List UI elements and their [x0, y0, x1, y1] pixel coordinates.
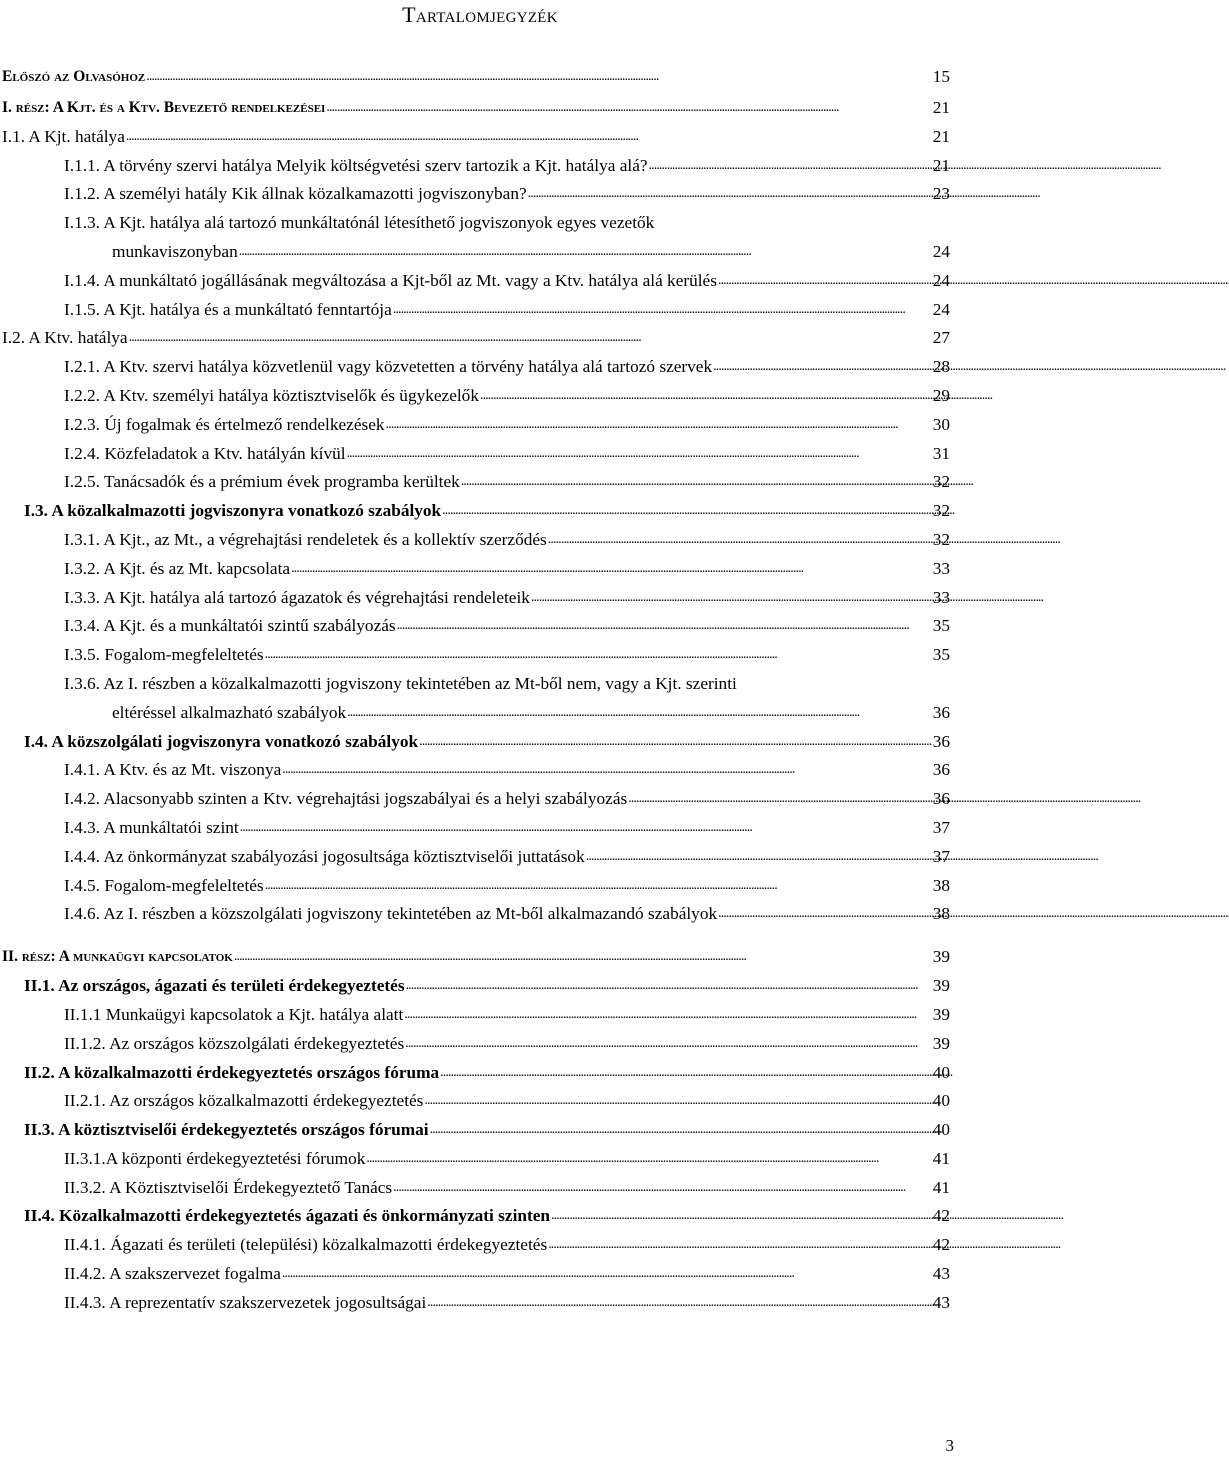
- toc-entry[interactable]: [0, 665, 960, 723]
- toc-entry-page: 32: [932, 529, 950, 549]
- dot-leader: [430, 1118, 920, 1140]
- dot-leader: [129, 326, 920, 348]
- toc-entry[interactable]: [0, 996, 960, 1025]
- toc-entry-page: 21: [932, 126, 950, 146]
- toc-entry-page: 42: [932, 1206, 950, 1226]
- toc-entry-page: 39: [932, 976, 950, 996]
- toc-entry-page: 40: [932, 1062, 950, 1082]
- toc-entry-page: 30: [932, 414, 950, 434]
- toc-entry[interactable]: [0, 464, 960, 493]
- dot-leader: [440, 1061, 920, 1083]
- dot-leader: [393, 298, 920, 320]
- toc-entry-page: 42: [932, 1235, 950, 1255]
- toc-entry-title: I.1.5. A Kjt. hatálya és a munkáltató fenntartója: [64, 299, 392, 319]
- toc-entry[interactable]: [0, 1284, 960, 1313]
- toc-entry-title: I.4.2. Alacsonyabb szinten a Ktv. végrehajtási jogszabályai és a helyi szabályozás: [64, 789, 628, 809]
- toc-entry[interactable]: [0, 1054, 960, 1083]
- dot-leader: [551, 1204, 920, 1226]
- dot-leader: [427, 1291, 920, 1313]
- toc-entry-page: 39: [932, 1033, 950, 1053]
- toc-entry-title: II.1. Az országos, ágazati és területi érdekegyeztetés: [24, 976, 405, 996]
- page-title: Tartalomjegyzék: [402, 2, 558, 27]
- toc-entry[interactable]: [0, 204, 960, 262]
- toc-entry-title: II.3.1.A központi érdekegyeztetési fórumok: [64, 1148, 366, 1168]
- toc-entry-page: 40: [932, 1091, 950, 1111]
- dot-leader: [234, 946, 920, 967]
- dot-leader: [397, 614, 920, 636]
- toc-entry-page: 36: [932, 760, 950, 780]
- dot-leader: [347, 442, 920, 464]
- toc-entry-title: I.4.6. Az I. részben a közszolgálati jogviszony tekintetében az Mt-ből alkalmazandó szabályok: [64, 904, 718, 924]
- toc-entry-line: [64, 204, 950, 233]
- toc-entry-page: 24: [932, 270, 950, 290]
- toc-entry-title: I.1.3. A Kjt. hatálya alá tartozó munkáltatónál létesíthető jogviszonyok egyes vezetők: [64, 213, 655, 233]
- dot-leader: [405, 1032, 920, 1054]
- dot-leader: [461, 470, 920, 492]
- toc-entry-title: I. rész: A Kjt. és a Ktv. Bevezető rendelkezései: [2, 99, 326, 116]
- toc-entry-title: I.1.1. A törvény szervi hatálya Melyik költségvetési szerv tartozik a Kjt. hatálya alá?: [64, 155, 648, 175]
- toc-entry[interactable]: [0, 1255, 960, 1284]
- toc-entry-title: I.3. A közalkalmazotti jogviszonyra vonatkozó szabályok: [24, 501, 442, 521]
- toc-entry[interactable]: [0, 1140, 960, 1169]
- toc-entry[interactable]: [0, 320, 960, 349]
- toc-entry[interactable]: [0, 780, 960, 809]
- toc-entry[interactable]: [0, 936, 960, 967]
- toc-entry-page: 21: [932, 155, 950, 175]
- toc-entry[interactable]: [0, 262, 960, 291]
- toc-entry-title: II.2. A közalkalmazotti érdekegyeztetés országos fóruma: [24, 1062, 440, 1082]
- dot-leader: [713, 355, 920, 377]
- dot-leader: [239, 240, 920, 262]
- dot-leader: [146, 66, 920, 87]
- dot-leader: [718, 902, 920, 924]
- dot-leader: [291, 557, 920, 579]
- toc-entry-line: [64, 233, 950, 262]
- toc-entry-title: I.3.4. A Kjt. és a munkáltatói szintű szabályozás: [64, 616, 396, 636]
- toc-entry[interactable]: [0, 118, 960, 147]
- toc-entry-page: 15: [932, 67, 950, 86]
- toc-entry[interactable]: [0, 492, 960, 521]
- dot-leader: [718, 269, 920, 291]
- toc-entry-title: I.3.2. A Kjt. és az Mt. kapcsolata: [64, 558, 291, 578]
- toc-entry[interactable]: [0, 1083, 960, 1112]
- toc-entry[interactable]: [0, 1111, 960, 1140]
- toc-entry-page: 40: [932, 1120, 950, 1140]
- toc-entry[interactable]: [0, 723, 960, 752]
- toc-entry-title: I.2.2. A Ktv. személyi hatálya köztisztviselők és ügykezelők: [64, 385, 479, 405]
- dot-leader: [649, 154, 920, 176]
- toc-entry-page: 36: [932, 702, 950, 722]
- table-of-contents: [0, 56, 960, 1313]
- dot-leader: [126, 125, 920, 147]
- toc-entry[interactable]: [0, 636, 960, 665]
- dot-leader: [548, 1233, 920, 1255]
- toc-entry-page: 38: [932, 904, 950, 924]
- toc-entry-page: 24: [932, 241, 950, 261]
- toc-entry-title: I.2.3. Új fogalmak és értelmező rendelkezések: [64, 414, 385, 434]
- toc-entry-title: II.4.2. A szakszervezet fogalma: [64, 1264, 281, 1284]
- toc-entry-title: II.4.3. A reprezentatív szakszervezetek jogosultságai: [64, 1292, 427, 1312]
- dot-leader: [393, 1176, 920, 1198]
- toc-entry[interactable]: [0, 752, 960, 781]
- dot-leader: [347, 701, 920, 723]
- toc-entry-title: I.1. A Kjt. hatálya: [2, 126, 125, 146]
- toc-entry[interactable]: [0, 406, 960, 435]
- toc-entry-title: I.3.1. A Kjt., az Mt., a végrehajtási rendeletek és a kollektív szerződés: [64, 529, 547, 549]
- toc-entry[interactable]: [0, 1025, 960, 1054]
- toc-entry[interactable]: [0, 608, 960, 637]
- toc-entry-page: 43: [932, 1292, 950, 1312]
- toc-entry-title: II.1.2. Az országos közszolgálati érdekegyeztetés: [64, 1033, 405, 1053]
- dot-leader: [265, 874, 920, 896]
- dot-leader: [282, 1262, 920, 1284]
- toc-entry-page: 37: [932, 817, 950, 837]
- dot-leader: [366, 1147, 920, 1169]
- toc-entry-page: 39: [932, 947, 950, 967]
- dot-leader: [406, 974, 920, 996]
- toc-entry[interactable]: [0, 1169, 960, 1198]
- dot-leader: [419, 730, 920, 752]
- toc-entry-page: 32: [932, 501, 950, 521]
- toc-entry-title: I.2.1. A Ktv. szervi hatálya közvetlenül vagy közvetetten a törvény hatálya alá tartozó szervek: [64, 357, 713, 377]
- toc-entry[interactable]: [0, 348, 960, 377]
- toc-entry-title: I.2. A Ktv. hatálya: [2, 328, 128, 348]
- dot-leader: [424, 1089, 920, 1111]
- toc-entry-title-continued: munkaviszonyban: [112, 241, 238, 261]
- dot-leader: [240, 816, 920, 838]
- toc-entry-page: 43: [932, 1264, 950, 1284]
- toc-entry-page: 35: [932, 616, 950, 636]
- toc-entry-title: I.3.5. Fogalom-megfeleltetés: [64, 645, 264, 665]
- toc-entry[interactable]: [0, 56, 960, 87]
- dot-leader: [586, 845, 920, 867]
- toc-entry-line: [64, 694, 950, 723]
- toc-entry-line: [64, 665, 950, 694]
- toc-entry[interactable]: [0, 521, 960, 550]
- toc-entry-title: I.4.1. A Ktv. és az Mt. viszonya: [64, 760, 282, 780]
- dot-leader: [404, 1003, 920, 1025]
- dot-leader: [528, 182, 920, 204]
- dot-leader: [442, 499, 920, 521]
- toc-entry-title: I.3.6. Az I. részben a közalkalmazotti jogviszony tekintetében az Mt-ből nem, vagy a Kjt. szerinti: [64, 673, 737, 693]
- toc-entry-page: 38: [932, 875, 950, 895]
- toc-entry-page: 23: [932, 184, 950, 204]
- toc-entry-title: II.1.1 Munkaügyi kapcsolatok a Kjt. hatálya alatt: [64, 1004, 404, 1024]
- toc-entry-title: I.3.3. A Kjt. hatálya alá tartozó ágazatok és végrehajtási rendeleteik: [64, 587, 530, 607]
- section-gap: [0, 924, 960, 936]
- toc-entry[interactable]: [0, 147, 960, 176]
- toc-entry-title: I.1.4. A munkáltató jogállásának megváltozása a Kjt-ből az Mt. vagy a Ktv. hatálya alá kerülés: [64, 270, 717, 290]
- toc-entry-title: II.4.1. Ágazati és területi (települési) közalkalmazotti érdekegyeztetés: [64, 1235, 548, 1255]
- toc-entry[interactable]: [0, 377, 960, 406]
- page-number: 3: [945, 1436, 954, 1455]
- toc-entry-page: 31: [932, 443, 950, 463]
- toc-entry[interactable]: [0, 550, 960, 579]
- toc-entry-title: I.4.3. A munkáltatói szint: [64, 817, 239, 837]
- toc-entry-page: 33: [932, 558, 950, 578]
- toc-entry-page: 29: [932, 385, 950, 405]
- toc-entry[interactable]: [0, 896, 960, 925]
- toc-entry-title: II. rész: A munkaügyi kapcsolatok: [2, 948, 233, 966]
- toc-entry[interactable]: [0, 809, 960, 838]
- dot-leader: [386, 413, 920, 435]
- toc-entry[interactable]: [0, 838, 960, 867]
- dot-leader: [480, 384, 920, 406]
- toc-entry[interactable]: [0, 176, 960, 205]
- toc-entry-page: 37: [932, 846, 950, 866]
- dot-leader: [531, 586, 920, 608]
- toc-entry[interactable]: [0, 1226, 960, 1255]
- toc-entry-page: 27: [932, 328, 950, 348]
- dot-leader: [548, 528, 920, 550]
- toc-entry-title: I.2.4. Közfeladatok a Ktv. hatályán kívül: [64, 443, 346, 463]
- toc-entry-title: I.4.5. Fogalom-megfeleltetés: [64, 875, 264, 895]
- toc-entry-title: Előszó az Olvasóhoz: [2, 68, 146, 85]
- dot-leader: [326, 97, 920, 118]
- toc-entry-page: 36: [932, 731, 950, 751]
- toc-entry-page: 41: [932, 1177, 950, 1197]
- toc-entry-title: I.2.5. Tanácsadók és a prémium évek programba kerültek: [64, 472, 460, 492]
- toc-entry[interactable]: [0, 1198, 960, 1227]
- dot-leader: [628, 787, 920, 809]
- toc-entry-title: I.4.4. Az önkormányzat szabályozási jogosultsága köztisztviselői juttatások: [64, 846, 585, 866]
- toc-entry-page: 33: [932, 587, 950, 607]
- toc-entry-page: 36: [932, 789, 950, 809]
- toc-entry[interactable]: [0, 579, 960, 608]
- toc-entry-page: 24: [932, 299, 950, 319]
- toc-entry[interactable]: [0, 867, 960, 896]
- toc-entry-title-continued: eltéréssel alkalmazható szabályok: [112, 702, 347, 722]
- toc-entry-page: 41: [932, 1148, 950, 1168]
- toc-entry-page: 39: [932, 1004, 950, 1024]
- toc-entry[interactable]: [0, 87, 960, 118]
- toc-entry[interactable]: [0, 967, 960, 996]
- toc-entry-title: II.3. A köztisztviselői érdekegyeztetés országos fórumai: [24, 1120, 429, 1140]
- dot-leader: [265, 643, 920, 665]
- toc-entry-title: I.4. A közszolgálati jogviszonyra vonatkozó szabályok: [24, 731, 419, 751]
- toc-entry-title: II.2.1. Az országos közalkalmazotti érdekegyeztetés: [64, 1091, 424, 1111]
- toc-entry[interactable]: [0, 291, 960, 320]
- toc-entry-title: II.4. Közalkalmazotti érdekegyeztetés ágazati és önkormányzati szinten: [24, 1206, 551, 1226]
- toc-entry-page: 32: [932, 472, 950, 492]
- toc-entry-title: II.3.2. A Köztisztviselői Érdekegyeztető Tanács: [64, 1177, 393, 1197]
- toc-entry-page: 28: [932, 357, 950, 377]
- toc-entry-page: 35: [932, 645, 950, 665]
- dot-leader: [282, 758, 920, 780]
- toc-entry-page: 21: [932, 98, 950, 117]
- toc-entry-title: I.1.2. A személyi hatály Kik állnak közalkamazotti jogviszonyban?: [64, 184, 527, 204]
- toc-entry[interactable]: [0, 435, 960, 464]
